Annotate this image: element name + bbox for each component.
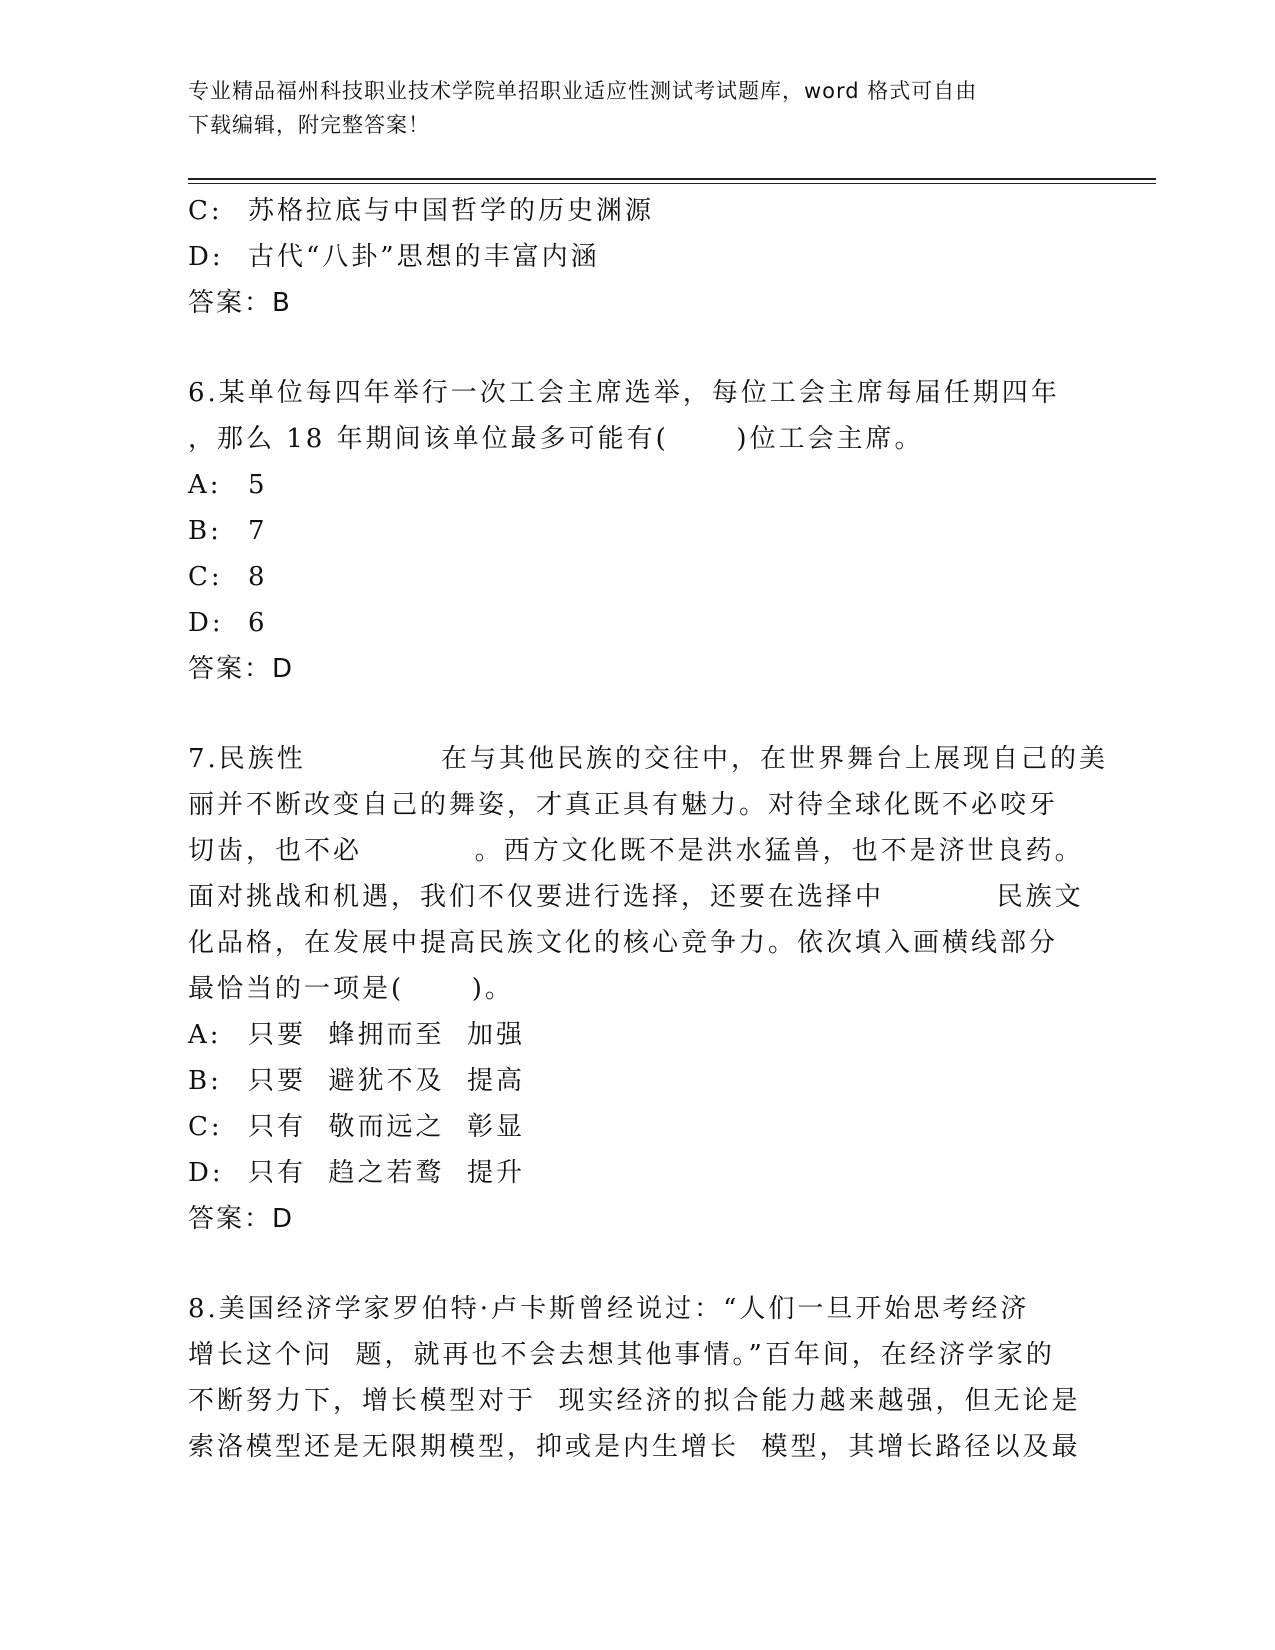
option-letter: C: <box>188 562 223 592</box>
question-stem-line: 丽并不断改变自己的舞姿，才真正具有魅力。对待全球化既不必咬牙 <box>188 790 1059 820</box>
option-text: 只有 趋之若鹜 提升 <box>248 1158 526 1188</box>
option-b <box>188 1058 1088 1104</box>
option-d <box>188 600 1088 646</box>
option-c <box>188 1104 1088 1150</box>
option-text: 只要 避犹不及 提高 <box>248 1066 526 1096</box>
option-text: 苏格拉底与中国哲学的历史渊源 <box>248 196 655 226</box>
option-letter: C: <box>188 196 223 226</box>
document-body <box>188 188 1108 1470</box>
question-8 <box>188 1286 1088 1470</box>
question-6 <box>188 370 1088 692</box>
option-d <box>188 234 1088 280</box>
answer-line: 答案：D <box>188 654 295 684</box>
option-letter: A: <box>188 1020 222 1050</box>
option-d <box>188 1150 1088 1196</box>
option-text: 7 <box>248 516 268 546</box>
option-letter: D: <box>188 242 224 272</box>
option-c <box>188 188 1088 234</box>
question-stem-line: 最恰当的一项是( )。 <box>188 974 514 1004</box>
question-stem-line: 不断努力下，增长模型对于 现实经济的拟合能力越来越强，但无论是 <box>188 1386 1081 1416</box>
option-text: 只有 敬而远之 彰显 <box>248 1112 526 1142</box>
option-a <box>188 462 1088 508</box>
option-letter: B: <box>188 516 222 546</box>
option-text: 6 <box>248 608 268 638</box>
question-5 <box>188 188 1088 326</box>
question-7 <box>188 736 1108 1242</box>
option-c <box>188 554 1088 600</box>
question-stem-line: 索洛模型还是无限期模型，抑或是内生增长 模型，其增长路径以及最 <box>188 1432 1081 1462</box>
question-stem-line: 6.某单位每四年举行一次工会主席选举，每位工会主席每届任期四年 <box>188 378 1060 408</box>
option-b <box>188 508 1088 554</box>
question-stem-line: 7.民族性 在与其他民族的交往中，在世界舞台上展现自己的美 <box>188 744 1108 774</box>
question-stem-line: 面对挑战和机遇，我们不仅要进行选择，还要在选择中 民族文 <box>188 882 1084 912</box>
question-stem-line: ，那么 18 年期间该单位最多可能有( )位工会主席。 <box>188 424 924 454</box>
answer-line: 答案：B <box>188 288 292 318</box>
option-letter: B: <box>188 1066 222 1096</box>
option-letter: C: <box>188 1112 223 1142</box>
option-a <box>188 1012 1088 1058</box>
option-text: 8 <box>248 562 268 592</box>
question-stem-line: 切齿，也不必 。西方文化既不是洪水猛兽，也不是济世良药。 <box>188 836 1084 866</box>
document-header <box>188 74 1088 142</box>
question-stem-line: 化品格，在发展中提高民族文化的核心竞争力。依次填入画横线部分 <box>188 928 1059 958</box>
header-rule-thin <box>188 183 1156 184</box>
header-line-1: 专业精品福州科技职业技术学院单招职业适应性测试考试题库，word 格式可自由 <box>188 79 978 103</box>
answer-line: 答案：D <box>188 1204 295 1234</box>
option-letter: D: <box>188 608 224 638</box>
option-text: 只要 蜂拥而至 加强 <box>248 1020 526 1050</box>
option-letter: A: <box>188 470 222 500</box>
option-letter: D: <box>188 1158 224 1188</box>
option-text: 5 <box>248 470 268 500</box>
option-text: 古代“八卦”思想的丰富内涵 <box>248 242 600 272</box>
header-rule-thick <box>188 178 1156 180</box>
question-stem-line: 增长这个问 题，就再也不会去想其他事情。”百年间，在经济学家的 <box>188 1340 1055 1370</box>
header-line-2: 下载编辑，附完整答案！ <box>188 113 430 137</box>
question-stem-line: 8.美国经济学家罗伯特·卢卡斯曾经说过：“人们一旦开始思考经济 <box>188 1294 1030 1324</box>
